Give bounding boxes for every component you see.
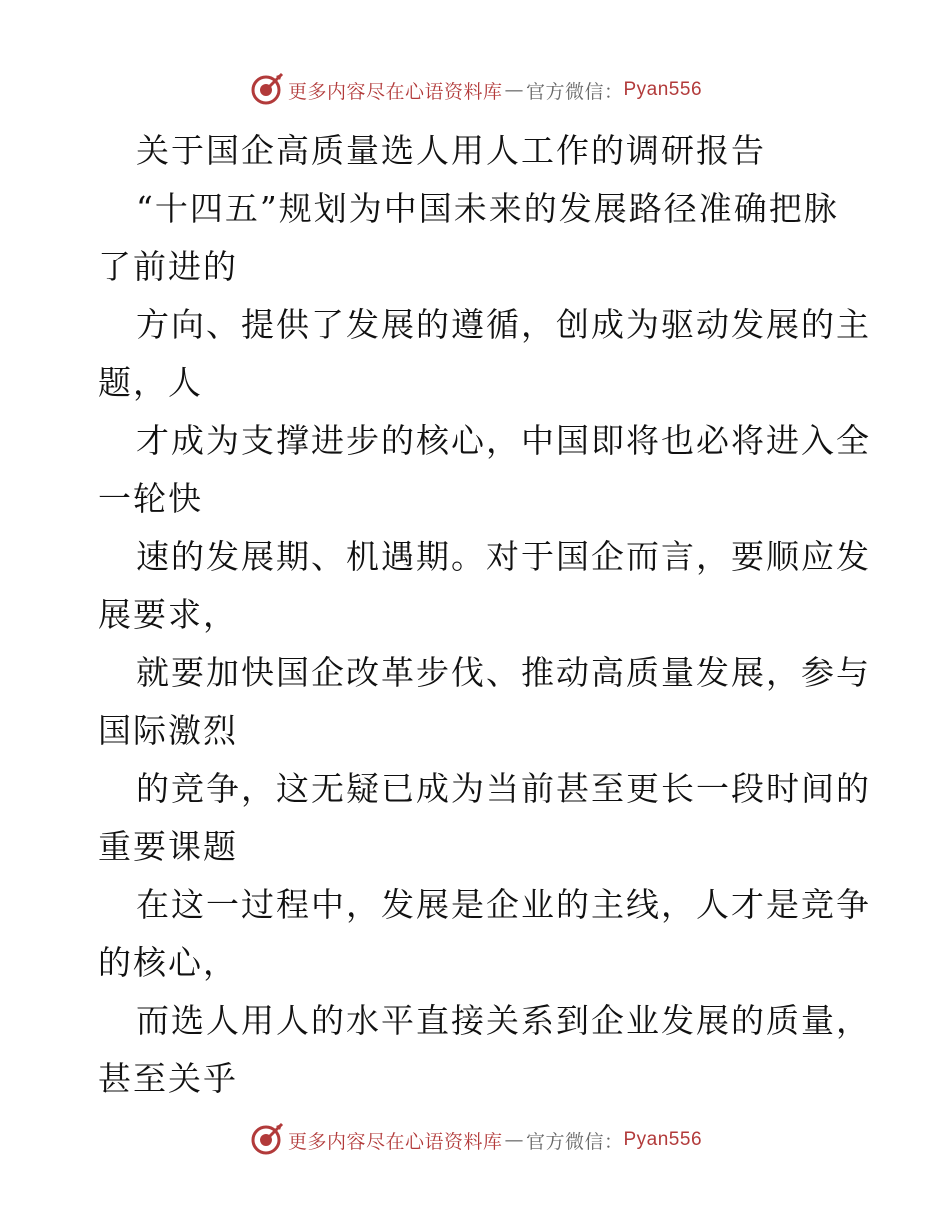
banner-wechat-label: 官方微信：: [525, 1130, 624, 1153]
paragraph-line: 关于国企高质量选人用人工作的调研报告: [136, 131, 766, 170]
paragraph-line: 国际激烈: [98, 711, 238, 750]
banner-account: Pyan556: [623, 1129, 703, 1150]
paragraph-line: 就要加快国企改革步伐、推动高质量发展，参与: [136, 653, 871, 692]
quill-pen-logo-icon: [248, 72, 284, 108]
paragraph-line: 在这一过程中，发展是企业的主线，人才是竞争: [136, 885, 871, 924]
paragraph-line: 而选人用人的水平直接关系到企业发展的质量，: [136, 1001, 871, 1040]
paragraph-line: “十四五”规划为中国未来的发展路径准确把脉: [136, 189, 839, 228]
banner-text: 更多内容尽在心语资料库: [287, 1130, 503, 1153]
banner-text: 更多内容尽在心语资料库: [287, 80, 503, 103]
paragraph-line: 才成为支撑进步的核心，中国即将也必将进入全: [136, 421, 871, 460]
paragraph-line: 速的发展期、机遇期。对于国企而言，要顺应发: [136, 537, 871, 576]
paragraph-line: 了前进的: [98, 247, 238, 286]
paragraph-line: 的竞争，这无疑已成为当前甚至更长一段时间的: [136, 769, 871, 808]
banner-separator: —: [504, 79, 524, 101]
paragraph-line: 题，人: [98, 363, 203, 402]
paragraph-line: 重要课题: [98, 827, 238, 866]
footer-watermark-banner: [0, 1120, 950, 1160]
paragraph-line: 一轮快: [98, 479, 203, 518]
quill-pen-logo-icon: [248, 1122, 284, 1158]
paragraph-line: 方向、提供了发展的遵循，创成为驱动发展的主: [136, 305, 871, 344]
banner-account: Pyan556: [623, 79, 703, 100]
paragraph-line: 展要求，: [98, 595, 238, 634]
banner-separator: —: [504, 1129, 524, 1151]
banner-wechat-label: 官方微信：: [525, 80, 624, 103]
paragraph-line: 甚至关乎: [98, 1059, 238, 1098]
paragraph-line: 的核心，: [98, 943, 238, 982]
header-watermark-banner: [0, 70, 950, 110]
document-body: [98, 122, 871, 1108]
